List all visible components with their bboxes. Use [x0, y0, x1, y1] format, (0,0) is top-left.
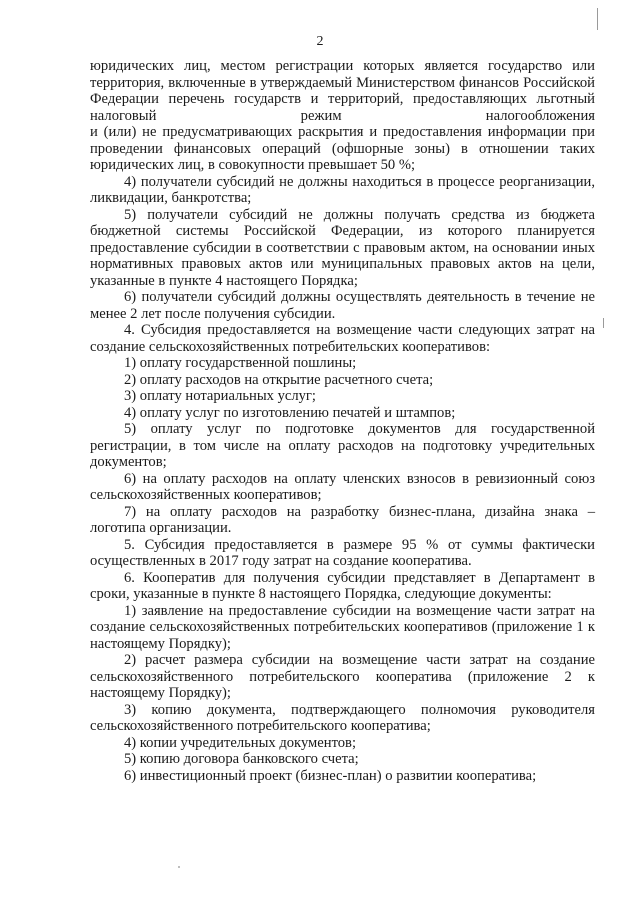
paragraph: 1) заявление на предоставление субсидии на возмещение части затрат на создание сельскохозяйственных потребительских кооперативов (приложение 1 к настоящему Порядку);	[90, 602, 595, 652]
paragraph: 5) копию договора банковского счета;	[124, 751, 359, 767]
paragraph: 5) оплату услуг по подготовке документов для государственной регистрации, в том числе на оплату расходов на подготовку учредительных документов;	[90, 421, 595, 470]
paragraph: 3) копию документа, подтверждающего полномочия руководителя сельскохозяйственного потребительского кооператива;	[90, 701, 595, 734]
paragraph: 4) копии учредительных документов;	[124, 734, 356, 751]
paragraph: 4. Субсидия предоставляется на возмещение части следующих затрат на создание сельскохозяйственных потребительских кооперативов:	[90, 322, 595, 355]
paragraph: 6. Кооператив для получения субсидии представляет в Департамент в сроки, указанные в пункте 8 настоящего Порядка, следующие документы:	[90, 569, 595, 602]
scan-artifact-line	[597, 8, 598, 30]
document-body	[90, 58, 595, 784]
paragraph: 3) оплату нотариальных услуг;	[124, 388, 316, 404]
paragraph: 5. Субсидия предоставляется в размере 95 % от суммы фактически осуществленных в 2017 году затрат на создание кооператива.	[90, 536, 595, 569]
scan-artifact-line	[603, 318, 604, 328]
paragraph: 6) получатели субсидий должны осуществлять деятельность в течение не менее 2 лет после получения субсидии.	[90, 289, 595, 322]
paragraph: 6) инвестиционный проект (бизнес-план) о развитии кооператива;	[124, 767, 537, 784]
paragraph: юридических лиц, местом регистрации которых является государство или территория, включенные в утверждаемый Министерством финансов Российской Федерации перечень государств и территорий, предоставляющих льготный налоговый режим налогообложения	[90, 58, 595, 124]
paragraph: и (или) не предусматривающих раскрытия и предоставления информации при проведении финансовых операций (офшорные зоны) в отношении таких юридических лиц, в совокупности превышает 50 %;	[90, 124, 595, 173]
paragraph: 5) получатели субсидий не должны получать средства из бюджета бюджетной системы Российской Федерации, из которого планируется предоставление субсидии в соответствии с правовым актом, на основании иных нормативных правовых актов или муниципальных правовых актов на цели, указанные в пункте 4 настоящего Порядка;	[90, 206, 595, 289]
paragraph: 7) на оплату расходов на разработку бизнес-плана, дизайна знака – логотипа организации.	[90, 503, 595, 536]
paragraph: 6) на оплату расходов на оплату членских взносов в ревизионный союз сельскохозяйственных кооперативов;	[90, 470, 595, 503]
paragraph: 2) оплату расходов на открытие расчетного счета;	[124, 371, 434, 388]
page-number: 2	[316, 34, 324, 49]
scan-artifact-dot	[178, 866, 180, 868]
paragraph: 4) оплату услуг по изготовлению печатей и штампов;	[124, 404, 456, 421]
paragraph: 2) расчет размера субсидии на возмещение части затрат на создание сельскохозяйственного потребительского кооператива (приложение 2 к настоящему Порядку);	[90, 652, 595, 701]
paragraph: 1) оплату государственной пошлины;	[124, 355, 357, 371]
paragraph: 4) получатели субсидий не должны находиться в процессе реорганизации, ликвидации, банкротства;	[90, 173, 595, 206]
